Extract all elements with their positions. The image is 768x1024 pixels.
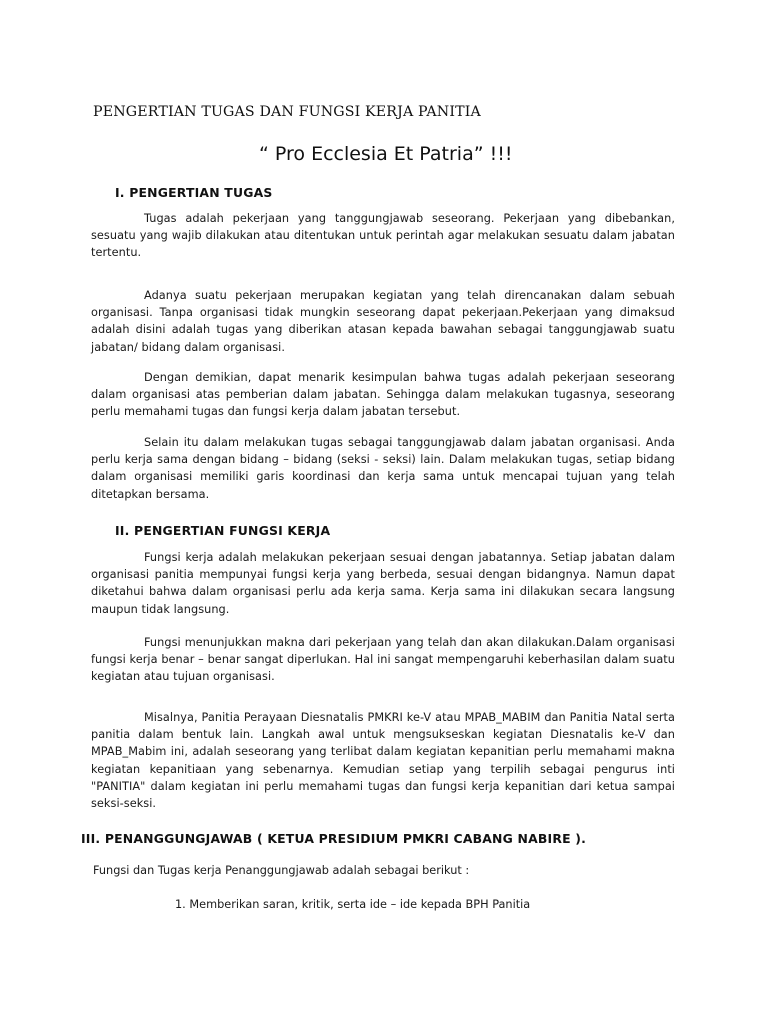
paragraph: Adanya suatu pekerjaan merupakan kegiatan yang telah direncanakan dalam sebuah organisasi. Tanpa organisasi tidak mungkin seseorang dapat pekerjaan.Pekerjaan yang dimaksud adalah disini adalah tugas yang diberikan atasan kepada bawahan sebagai tanggungjawab suatu jabatan/ bidang dalam organisasi. xyxy=(91,289,675,354)
section-heading-pengertian-fungsi-kerja: II. PENGERTIAN FUNGSI KERJA xyxy=(115,523,331,538)
task-list xyxy=(175,898,530,911)
paragraph: Misalnya, Panitia Perayaan Diesnatalis PMKRI ke-V atau MPAB_MABIM dan Panitia Natal serta panitia dalam bentuk lain. Langkah awal untuk mengsukseskan kegiatan Diesnatalis ke-V dan MPAB_Mabim ini, adalah seseorang yang terlibat dalam kegiatan kepanitian perlu memahami makna kegiatan kepanitiaan yang sebenarnya. Kemudian setiap yang terpilih sebagai pengurus inti "PANITIA" dalam kegiatan ini perlu memahami tugas dan fungsi kerja kepanitian dari ketua sampai seksi-seksi. xyxy=(91,711,675,811)
paragraph: Selain itu dalam melakukan tugas sebagai tanggungjawab dalam jabatan organisasi. Anda perlu kerja sama dengan bidang – bidang (seksi - seksi) lain. Dalam melakukan tugas, setiap bidang dalam organisasi memiliki garis koordinasi dan kerja sama untuk mencapai tujuan yang telah ditetapkan bersama. xyxy=(91,436,675,501)
motto: “ Pro Ecclesia Et Patria” !!! xyxy=(259,143,513,165)
section-heading-penanggungjawab: III. PENANGGUNGJAWAB ( KETUA PRESIDIUM PMKRI CABANG NABIRE ). xyxy=(81,831,587,846)
paragraph: Fungsi kerja adalah melakukan pekerjaan sesuai dengan jabatannya. Setiap jabatan dalam organisasi panitia mempunyai fungsi kerja yang berbeda, sesuai dengan bidangnya. Namun dapat diketahui bahwa dalam organisasi perlu ada kerja sama. Kerja sama ini dilakukan secara langsung maupun tidak langsung. xyxy=(91,551,675,616)
paragraph: Tugas adalah pekerjaan yang tanggungjawab seseorang. Pekerjaan yang dibebankan, sesuatu yang wajib dilakukan atau ditentukan untuk perintah agar melakukan sesuatu dalam jabatan tertentu. xyxy=(91,212,675,260)
list-item: 1. Memberikan saran, kritik, serta ide – ide kepada BPH Panitia xyxy=(175,898,531,911)
paragraph: Fungsi menunjukkan makna dari pekerjaan yang telah dan akan dilakukan.Dalam organisasi fungsi kerja benar – benar sangat diperlukan. Hal ini sangat mempengaruhi keberhasilan dalam suatu kegiatan atau tujuan organisasi. xyxy=(91,636,675,684)
paragraph: Dengan demikian, dapat menarik kesimpulan bahwa tugas adalah pekerjaan seseorang dalam organisasi atas pemberian dalam jabatan. Sehingga dalam melakukan tugasnya, seseorang perlu memahami tugas dan fungsi kerja dalam jabatan tersebut. xyxy=(91,371,675,419)
document-title: PENGERTIAN TUGAS DAN FUNGSI KERJA PANITIA xyxy=(93,104,481,120)
section-heading-pengertian-tugas: I. PENGERTIAN TUGAS xyxy=(115,185,273,200)
section-intro: Fungsi dan Tugas kerja Penanggungjawab adalah sebagai berikut : xyxy=(93,864,470,877)
